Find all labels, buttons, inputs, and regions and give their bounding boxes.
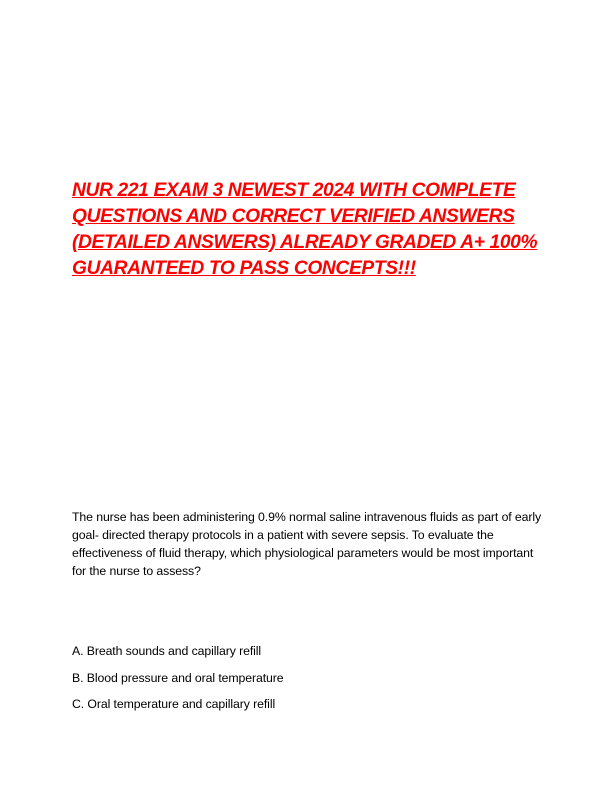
- question-text: The nurse has been administering 0.9% normal saline intravenous fluids as part of early goal- directed therapy protocols in a patient with severe sepsis. To evaluate the effectiveness of fluid therapy, which physiological parameters would be most important for the nurse to assess?: [72, 510, 542, 578]
- answer-option-c: C. Oral temperature and capillary refill: [72, 697, 276, 711]
- document-title: NUR 221 EXAM 3 NEWEST 2024 WITH COMPLETE QUESTIONS AND CORRECT VERIFIED ANSWERS (DETAILED ANSWERS) ALREADY GRADED A+ 100% GUARANTEED TO PASS CONCEPTS!!!: [72, 180, 538, 279]
- answer-options: [72, 642, 542, 722]
- answer-option-b: B. Blood pressure and oral temperature: [72, 670, 284, 685]
- answer-option-a: A. Breath sounds and capillary refill: [72, 644, 262, 658]
